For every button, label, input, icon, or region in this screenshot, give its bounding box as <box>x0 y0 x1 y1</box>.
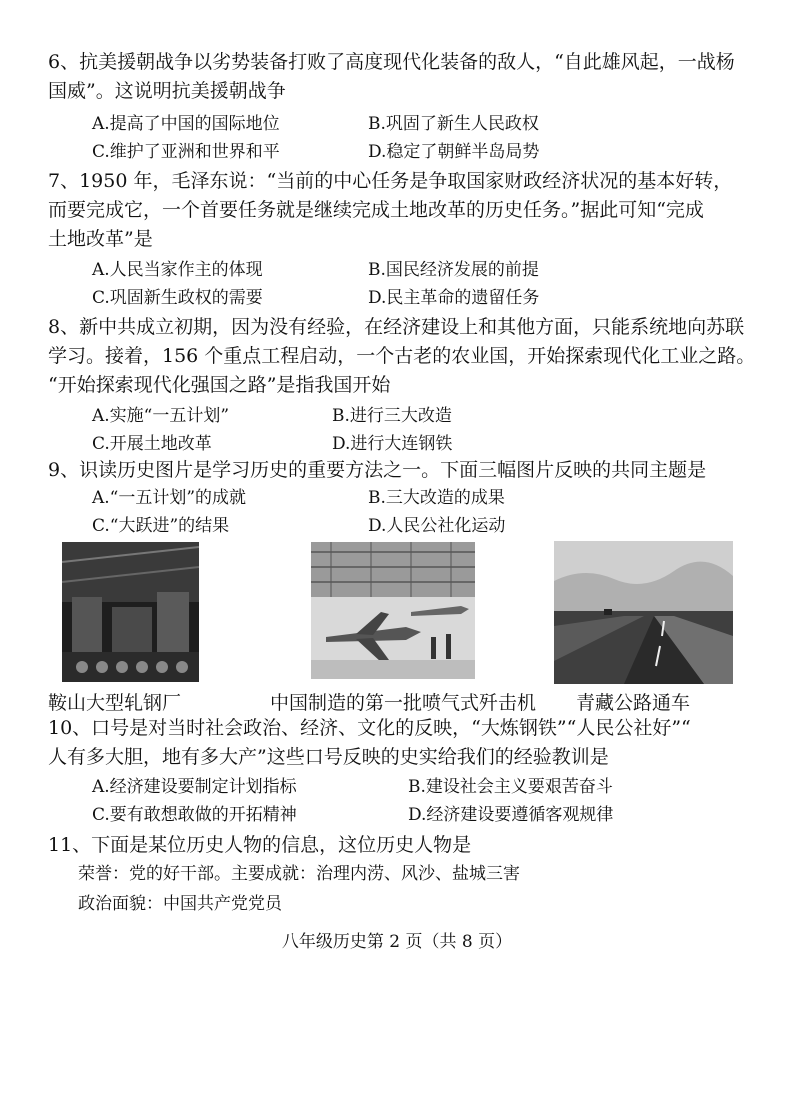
question-9-line-1: 9、识读历史图片是学习历史的重要方法之一。下面三幅图片反映的共同主题是 <box>48 459 707 481</box>
question-7-line-3: 土地改革”是 <box>48 228 153 250</box>
question-9-stem <box>48 456 768 485</box>
question-10-stem <box>48 714 768 772</box>
question-6-options-row-1 <box>92 110 794 138</box>
question-10-option-b[interactable]: B.建设社会主义要艰苦奋斗 <box>408 777 613 797</box>
rolling-mill-photo <box>62 542 199 682</box>
question-10-line-1: 10、口号是对当时社会政治、经济、文化的反映，“大炼钢铁”“人民公社好”“ <box>48 717 691 739</box>
question-6-option-a[interactable]: A.提高了中国的国际地位 <box>92 114 280 134</box>
question-8-stem <box>48 313 768 400</box>
question-7-line-1: 7、1950 年，毛泽东说：“当前的中心任务是争取国家财政经济状况的基本好转， <box>48 170 733 192</box>
person-info-honor-line: 荣誉：党的好干部。主要成就：治理内涝、风沙、盐城三害 <box>78 864 520 884</box>
question-9-option-b[interactable]: B.三大改造的成果 <box>368 488 505 508</box>
question-8-line-1: 8、新中共成立初期，因为没有经验，在经济建设上和其他方面，只能系统地向苏联 <box>48 316 745 338</box>
jet-fighter-photo <box>311 542 475 679</box>
question-10-option-d[interactable]: D.经济建设要遵循客观规律 <box>408 805 614 825</box>
jet-fighter-caption: 中国制造的第一批喷气式歼击机 <box>270 692 537 714</box>
question-9-option-a[interactable]: A.“一五计划”的成就 <box>92 488 247 508</box>
question-6-line-2: 国威”。这说明抗美援朝战争 <box>48 80 286 102</box>
question-7-options-row-2 <box>92 284 794 312</box>
question-7-option-b[interactable]: B.国民经济发展的前提 <box>368 260 539 280</box>
question-6-option-b[interactable]: B.巩固了新生人民政权 <box>368 114 539 134</box>
question-7-stem <box>48 167 768 254</box>
question-8-option-d[interactable]: D.进行大连钢铁 <box>332 434 453 454</box>
question-8-options-row-2 <box>92 430 794 458</box>
question-9-options-row-2 <box>92 512 794 540</box>
jet-fighter-illustration <box>311 542 475 679</box>
question-8-line-2: 学习。接着，156 个重点工程启动，一个古老的农业国，开始探索现代化工业之路。 <box>48 345 756 367</box>
person-info <box>78 859 520 919</box>
question-8-option-b[interactable]: B.进行三大改造 <box>332 406 452 426</box>
question-11-stem <box>48 831 768 860</box>
question-10-option-a[interactable]: A.经济建设要制定计划指标 <box>92 777 297 797</box>
highway-illustration <box>554 541 733 684</box>
question-6-stem <box>48 48 768 106</box>
question-6-options-row-2 <box>92 138 794 166</box>
rolling-mill-illustration <box>62 542 199 682</box>
question-8-options-row-1 <box>92 402 794 430</box>
question-7-option-d[interactable]: D.民主革命的遗留任务 <box>368 288 540 308</box>
question-8-option-a[interactable]: A.实施“一五计划” <box>92 406 230 426</box>
highway-photo <box>554 541 733 684</box>
highway-caption: 青藏公路通车 <box>576 692 691 714</box>
rolling-mill-caption: 鞍山大型轧钢厂 <box>48 692 182 714</box>
question-9-options-row-1 <box>92 484 794 512</box>
question-6-option-d[interactable]: D.稳定了朝鲜半岛局势 <box>368 142 540 162</box>
question-6-option-c[interactable]: C.维护了亚洲和世界和平 <box>92 142 280 162</box>
question-6-line-1: 6、抗美援朝战争以劣势装备打败了高度现代化装备的敌人，“自此雄风起，一战杨 <box>48 51 735 73</box>
question-7-option-a[interactable]: A.人民当家作主的体现 <box>92 260 263 280</box>
question-7-options-row-1 <box>92 256 794 284</box>
question-9-option-d[interactable]: D.人民公社化运动 <box>368 516 506 536</box>
question-11-line-1: 11、下面是某位历史人物的信息，这位历史人物是 <box>48 834 472 856</box>
page-footer: 八年级历史第 2 页（共 8 页） <box>281 932 513 952</box>
question-7-option-c[interactable]: C.巩固新生政权的需要 <box>92 288 263 308</box>
question-10-options-row-2 <box>92 801 794 829</box>
question-8-option-c[interactable]: C.开展土地改革 <box>92 434 212 454</box>
question-10-option-c[interactable]: C.要有敢想敢做的开拓精神 <box>92 805 297 825</box>
question-10-options-row-1 <box>92 773 794 801</box>
question-9-option-c[interactable]: C.“大跃进”的结果 <box>92 516 230 536</box>
person-info-party-line: 政治面貌：中国共产党党员 <box>78 894 282 914</box>
question-7-line-2: 而要完成它，一个首要任务就是继续完成土地改革的历史任务。”据此可知“完成 <box>48 199 704 221</box>
question-8-line-3: “开始探索现代化强国之路”是指我国开始 <box>48 374 391 396</box>
question-10-line-2: 人有多大胆，地有多大产”这些口号反映的史实给我们的经验教训是 <box>48 746 609 768</box>
